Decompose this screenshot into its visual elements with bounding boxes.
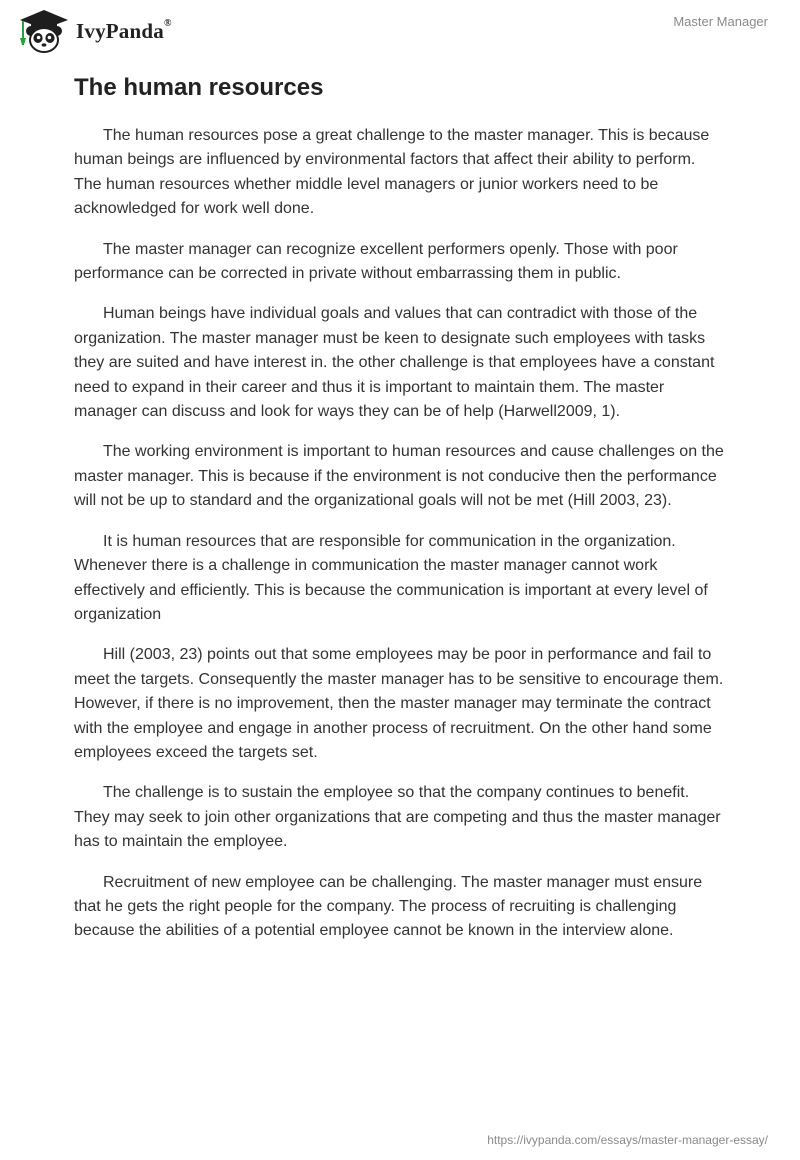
paragraph: It is human resources that are responsible for communication in the organization. Whenever there is a challenge in communication the master manager cannot work effectively and efficiently. This is because the communication is important at every level of organization — [74, 532, 708, 623]
registered-mark: ® — [163, 17, 172, 29]
section-heading: The human resources — [74, 74, 324, 101]
ivypanda-logo[interactable] — [14, 8, 172, 54]
paragraph: Recruitment of new employee can be challenging. The master manager must ensure that he gets the right people for the company. The process of recruiting is challenging because the abilities of a potential employee cannot be known in the interview alone. — [74, 873, 703, 940]
page-header — [0, 0, 800, 60]
brand-name: IvyPanda® — [76, 17, 172, 43]
paragraph: The human resources pose a great challenge to the master manager. This is because human beings are influenced by environmental factors that affect their ability to perform. The human resources whether middle level managers or junior workers need to be acknowledged for work well done. — [74, 127, 710, 218]
paragraph: Human beings have individual goals and values that can contradict with those of the organization. The master manager must be keen to designate such employees with tasks they are suited and have interest in. the other challenge is that employees have a constant need to expand in their career and thus it is important to maintain them. The master manager can discuss and look for ways they can be of help (Harwell2009, 1). — [74, 305, 715, 421]
paragraph: The working environment is important to human resources and cause challenges on the master manager. This is because if the environment is not conducive then the performance will not be up to standard and the organizational goals will not be met (Hill 2003, 23). — [74, 443, 724, 510]
paragraph: The master manager can recognize excellent performers openly. Those with poor performance can be corrected in private without embarrassing them in public. — [74, 240, 678, 283]
paragraph: Hill (2003, 23) points out that some employees may be poor in performance and fail to meet the targets. Consequently the master manager has to be sensitive to encourage them. However, if there is no improvement, then the master manager may terminate the contract with the employee and engage in another process of recruitment. On the other hand some employees exceed the targets set. — [74, 646, 724, 761]
article-body — [74, 72, 726, 960]
paragraph: The challenge is to sustain the employee so that the company continues to benefit. They may seek to join other organizations that are competing and thus the master manager has to maintain the employee. — [74, 784, 721, 851]
document-title: Master Manager — [673, 14, 768, 29]
source-url[interactable]: https://ivypanda.com/essays/master-manager-essay/ — [487, 1133, 768, 1147]
panda-graduate-icon — [14, 8, 72, 54]
